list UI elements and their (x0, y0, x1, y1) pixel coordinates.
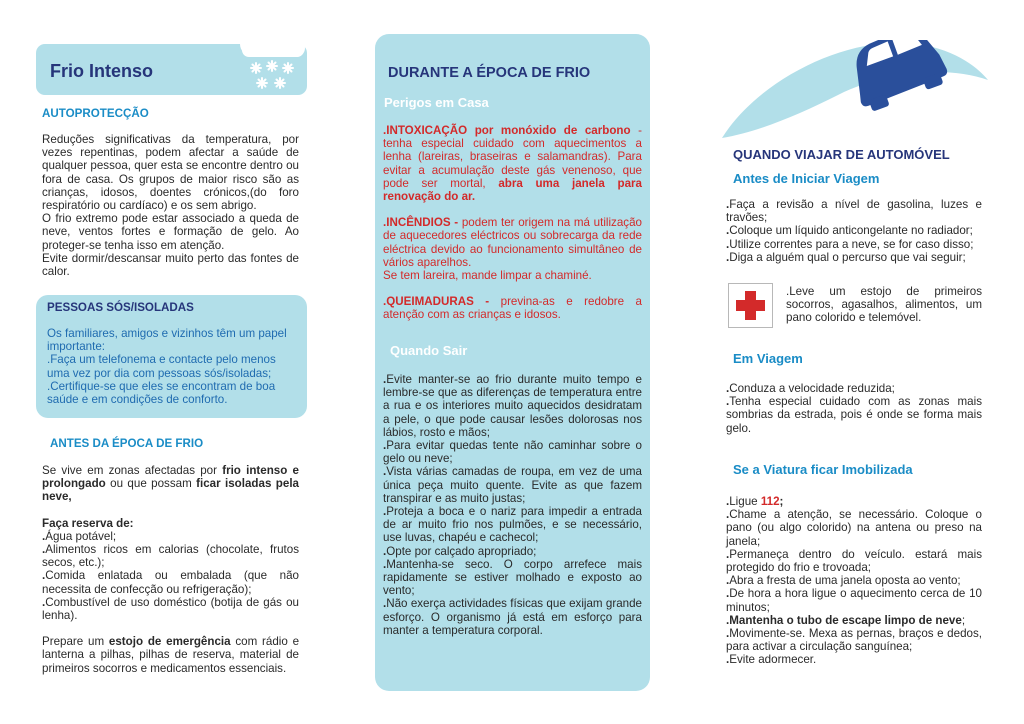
sair-item: .Opte por calçado apropriado; (383, 544, 537, 558)
pessoas-text (47, 327, 299, 406)
sair-item: .Proteja a boca e o nariz para impedir a entrada de ar muito frio nos pulmões, e se necessário, use luvas, chapéu e cachecol; (383, 505, 642, 545)
perigos-heading: Perigos em Casa (384, 95, 489, 110)
reserva-item: .Combustível de uso doméstico (botija de gás ou lenha). (42, 595, 299, 623)
quando-sair-heading: Quando Sair (390, 343, 468, 358)
sair-item: .Para evitar quedas tente não caminhar sobre o gelo ou neve; (383, 439, 642, 466)
reserva-item: .Água potável; (42, 529, 117, 543)
imobilizada-item: .Chame a atenção, se necessário. Coloque o pano (ou algo colorido) na antena ou preso na janela; (726, 508, 982, 548)
em-viagem-item: .Tenha especial cuidado com as zonas mais sombrias da estrada, pois é onde se forma mais gelo. (726, 395, 982, 435)
quando-sair-list (383, 373, 642, 637)
antes-viagem-heading: Antes de Iniciar Viagem (733, 171, 880, 186)
estojo-text: Prepare um estojo de emergência com rádio e lanterna a pilhas, pilhas de reserva, material de primeiros socorros e medicamentos essenciais. (42, 635, 300, 675)
autoproteccao-heading: AUTOPROTECÇÃO (42, 107, 149, 120)
antes-viagem-item: .Coloque um líquido anticongelante no radiador; (726, 224, 973, 238)
pessoas-item: .Faça um telefonema e contacte pelo menos uma vez por dia com pessoas sós/isoladas; (47, 353, 276, 380)
antes-epoca-heading: ANTES DA ÉPOCA DE FRIO (50, 437, 204, 450)
reserva-item: .Alimentos ricos em calorias (chocolate, frutos secos, etc.); (42, 543, 299, 570)
imobilizada-item: .Abra a fresta de uma janela oposta ao vento; (726, 574, 961, 588)
em-viagem-heading: Em Viagem (733, 351, 803, 366)
autoproteccao-paragraph-3: Evite dormir/descansar muito perto das fontes de calor. (42, 251, 299, 279)
em-viagem-item: .Conduza a velocidade reduzida; (726, 382, 895, 395)
autoproteccao-text (42, 133, 299, 278)
pessoas-heading: PESSOAS SÓS/ISOLADAS (47, 301, 194, 314)
sair-item: .Não exerça actividades físicas que exijam grande esforço. O organismo já está em esforço para manter a temperatura corporal. (383, 597, 642, 637)
ligue-item: .Ligue 112; (726, 495, 784, 508)
em-viagem-list (726, 382, 982, 435)
antes-viagem-list (726, 198, 982, 264)
first-aid-cross-icon (728, 283, 773, 328)
lareira-item: Se tem lareira, mande limpar a chaminé. (383, 269, 592, 283)
queimaduras-item: .QUEIMADURAS - previna-as e redobre a atenção com as crianças e idosos. (383, 295, 643, 322)
antes-viagem-item: .Diga a alguém qual o percurso que vai seguir; (726, 250, 966, 264)
imobilizada-heading: Se a Viatura ficar Imobilizada (733, 462, 913, 477)
autoproteccao-paragraph-2: O frio extremo pode estar associado a queda de neve, ventos fortes e formação de gelo. Ao proteger-se tenha isso em atenção. (42, 212, 299, 252)
imobilizada-item: .De hora a hora ligue o aquecimento cerca de 10 minutos; (726, 587, 982, 614)
reserva-item: .Comida enlatada ou embalada (que não necessita de confecção ou refrigeração); (42, 569, 299, 596)
intoxicacao-item: .INTOXICAÇÃO por monóxido de carbono - tenha especial cuidado com aquecimentos a lenha (lareiras, braseiras e salamandras). Para evitar a acumulação deste gás venenoso, que pode ser mortal, abra uma janela para renovação do ar. (383, 124, 642, 204)
antes-viagem-item: .Utilize correntes para a neve, se for caso disso; (726, 237, 974, 251)
snow-cloud-icon (230, 22, 310, 94)
car-icon (718, 40, 990, 140)
autoproteccao-paragraph-1: Reduções significativas da temperatura, por vezes repentinas, podem afectar a saúde de qualquer pessoa, quer esta se encontre dentro ou fora de casa. Os grupos de maior risco são as crianças, idosos, doentes crónicos,(do foro respiratório ou cardíaco) e os sem abrigo. (42, 133, 299, 213)
pessoas-intro: Os familiares, amigos e vizinhos têm um papel importante: (47, 327, 287, 354)
estojo-viagem-text: .Leve um estojo de primeiros socorros, agasalhos, alimentos, um pano colorido e telemóvel. (786, 285, 982, 325)
imobilizada-item: .Movimente-se. Mexa as pernas, braços e dedos, para activar a circulação sanguínea; (726, 627, 982, 654)
frio-intenso-title: Frio Intenso (50, 61, 153, 81)
sair-item: .Mantenha-se seco. O corpo arrefece mais rapidamente se estiver molhado e exposto ao vento; (383, 557, 642, 598)
quando-viajar-title: QUANDO VIAJAR DE AUTOMÓVEL (733, 147, 950, 162)
imobilizada-item: .Evite adormecer. (726, 653, 817, 667)
escape-item: .Mantenha o tubo de escape limpo de neve; (726, 613, 966, 627)
pessoas-item: .Certifique-se que eles se encontram de boa saúde e em condições de conforto. (47, 379, 276, 407)
sair-item: .Vista várias camadas de roupa, em vez de uma única peça muito quente. Evite as que fazem transpirar e as muito justas; (383, 465, 642, 505)
durante-epoca-title: DURANTE A ÉPOCA DE FRIO (388, 65, 591, 81)
incendios-item: .INCÊNDIOS - podem ter origem na má utilização de aquecedores eléctricos ou sobrecarga da rede eléctrica devido ao funcionamento simultâneo de vários aparelhos. (383, 216, 642, 269)
sair-item: .Evite manter-se ao frio durante muito tempo e lembre-se que as diferenças de temperatura entre a rua e os interiores muito aquecidos desidratam a pele, o que pode causar lesões dolorosas nos lábios, rosto e mãos; (383, 373, 642, 439)
perigos-text (383, 124, 642, 322)
imobilizada-item: .Permaneça dentro do veículo. estará mais protegido do frio e trovoada; (726, 547, 982, 575)
imobilizada-list (726, 495, 982, 667)
antes-viagem-item: .Faça a revisão a nível de gasolina, luzes e travões; (726, 198, 982, 225)
reserva-heading: Faça reserva de: (42, 516, 134, 530)
antes-epoca-text (42, 464, 299, 675)
antes-intro: Se vive em zonas afectadas por frio intenso e prolongado ou que possam ficar isoladas pela neve, (42, 464, 299, 504)
